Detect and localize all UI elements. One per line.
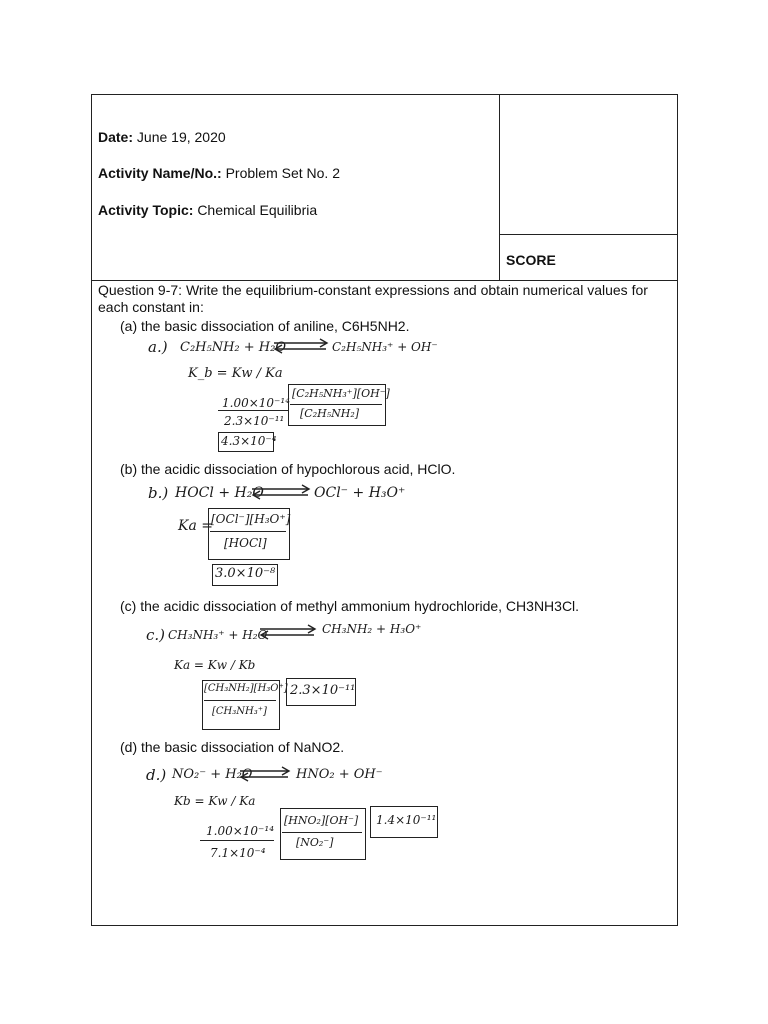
date-field — [98, 129, 226, 145]
part-d-fraction-bar — [200, 840, 274, 841]
part-d-expression-top: [HNO₂][OH⁻] — [284, 814, 359, 827]
part-a-numerator: 1.00×10⁻¹⁴ — [222, 396, 290, 410]
date-value: June 19, 2020 — [136, 129, 226, 145]
part-b-expression-bar — [210, 531, 286, 532]
activity-topic-label: Activity Topic: — [98, 202, 194, 218]
part-d-result: 1.4×10⁻¹¹ — [376, 813, 437, 827]
part-d-denominator: 7.1×10⁻⁴ — [210, 846, 266, 860]
part-a-denominator: 2.3×10⁻¹¹ — [224, 414, 285, 428]
part-b-expression-bottom: [HOCl] — [224, 536, 267, 550]
part-c-reaction-right: CH₃NH₂ + H₃O⁺ — [322, 622, 422, 636]
part-c-ka-expression: Ka = Kw / Kb — [174, 658, 256, 672]
score-cell-divider — [499, 234, 678, 235]
part-d-tag: d.) — [146, 766, 167, 784]
equilibrium-arrow-icon — [238, 766, 292, 782]
part-d-numerator: 1.00×10⁻¹⁴ — [206, 824, 274, 838]
score-label: SCORE — [506, 252, 556, 268]
part-b-reaction-right: OCl⁻ + H₃O⁺ — [314, 485, 406, 501]
part-a-tag: a.) — [148, 338, 168, 356]
part-a-fraction-bar — [218, 410, 288, 411]
equilibrium-arrow-icon — [258, 624, 318, 640]
part-c-expression-bar — [204, 700, 276, 701]
part-a-reaction-right: C₂H₅NH₃⁺ + OH⁻ — [332, 340, 438, 354]
part-d-reaction-left: NO₂⁻ + H₂O — [172, 767, 253, 782]
activity-name-value: Problem Set No. 2 — [225, 165, 340, 181]
part-c-result: 2.3×10⁻¹¹ — [290, 683, 356, 698]
header-divider-vertical — [499, 94, 500, 281]
part-c-reaction-left: CH₃NH₃⁺ + H₂O — [168, 628, 268, 642]
part-d-expression-bar — [282, 832, 362, 833]
part-d-label: (d) the basic dissociation of NaNO2. — [120, 739, 345, 755]
activity-name-label: Activity Name/No.: — [98, 165, 222, 181]
part-d-expression-bottom: [NO₂⁻] — [296, 836, 334, 849]
part-c-expression-bottom: [CH₃NH₃⁺] — [212, 706, 267, 717]
ka-symbol: Ka = — [178, 518, 213, 534]
date-label: Date: — [98, 129, 134, 145]
part-a-expression-bottom: [C₂H₅NH₂] — [300, 407, 360, 420]
part-a-k-expression: K_b = Kw / Ka — [188, 366, 283, 381]
part-a-expression-top: [C₂H₅NH₃⁺][OH⁻] — [292, 387, 390, 400]
activity-name-field — [98, 165, 340, 181]
part-b-reaction-left: HOCl + H₂O — [175, 485, 264, 501]
question-prompt: Question 9-7: Write the equilibrium-constant expressions and obtain numerical values for each constant in: — [98, 282, 648, 315]
part-b-label: (b) the acidic dissociation of hypochlorous acid, HClO. — [120, 461, 456, 477]
part-a-expression-bar — [290, 404, 382, 405]
part-c-label: (c) the acidic dissociation of methyl ammonium hydrochloride, CH3NH3Cl. — [120, 598, 580, 614]
part-b-tag: b.) — [148, 484, 169, 502]
part-c-tag: c.) — [146, 626, 166, 644]
equilibrium-arrow-icon — [272, 338, 330, 354]
part-b-result: 3.0×10⁻⁸ — [215, 566, 276, 581]
part-a-label: (a) the basic dissociation of aniline, C6H5NH2. — [120, 318, 410, 334]
equilibrium-arrow-icon — [250, 484, 312, 500]
part-d-kb-expression: Kb = Kw / Ka — [174, 794, 256, 808]
part-d-reaction-right: HNO₂ + OH⁻ — [296, 767, 383, 782]
part-b-expression-top: [OCl⁻][H₃O⁺] — [211, 512, 291, 526]
activity-topic-field — [98, 202, 317, 218]
header-divider-horizontal — [91, 280, 678, 281]
activity-topic-value: Chemical Equilibria — [197, 202, 318, 218]
part-a-result: 4.3×10⁻⁴ — [221, 434, 277, 448]
part-c-expression-top: [CH₃NH₂][H₃O⁺] — [204, 683, 288, 694]
part-a-reaction-left: C₂H₅NH₂ + H₂O — [180, 340, 286, 355]
